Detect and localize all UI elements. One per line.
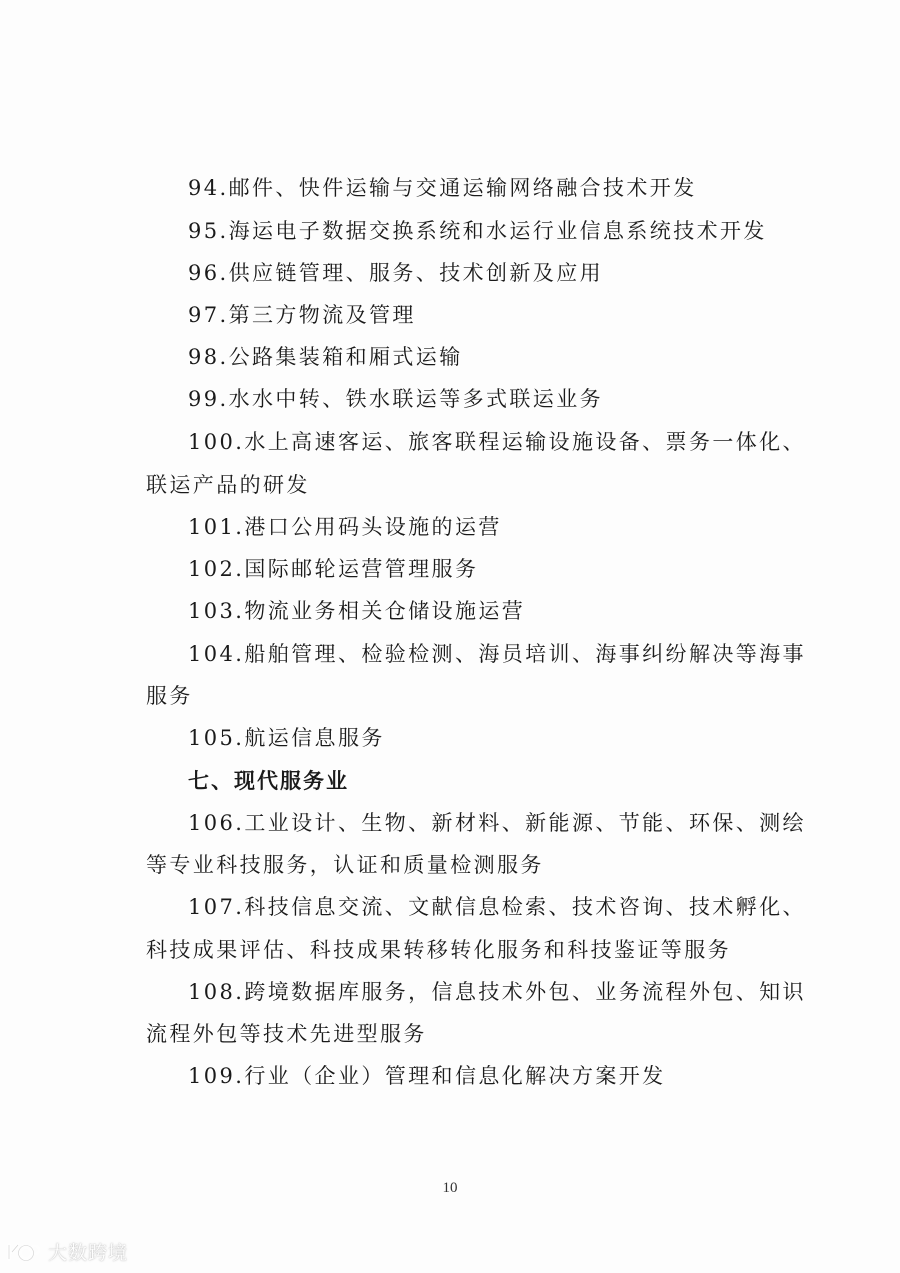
item-108-continued: 流程外包等技术先进型服务 [146, 1022, 427, 1046]
item-100: 100.水上高速客运、旅客联程运输设施设备、票务一体化、 [188, 430, 806, 454]
brand-logo-icon [6, 1241, 42, 1263]
item-105: 105.航运信息服务 [188, 726, 385, 750]
item-106: 106.工业设计、生物、新材料、新能源、节能、环保、测绘 [188, 811, 806, 835]
item-106-continued: 等专业科技服务，认证和质量检测服务 [146, 853, 544, 877]
page-number: 10 [442, 1180, 458, 1196]
item-103: 103.物流业务相关仓储设施运营 [188, 599, 526, 623]
item-107: 107.科技信息交流、文献信息检索、技术咨询、技术孵化、 [188, 895, 806, 919]
item-102: 102.国际邮轮运营管理服务 [188, 557, 479, 581]
item-97: 97.第三方物流及管理 [188, 303, 416, 327]
item-100-continued: 联运产品的研发 [146, 473, 310, 497]
item-95: 95.海运电子数据交换系统和水运行业信息系统技术开发 [188, 219, 767, 243]
watermark-text: 大数跨境 [48, 1242, 129, 1264]
item-104: 104.船舶管理、检验检测、海员培训、海事纠纷解决等海事 [188, 642, 806, 666]
item-99: 99.水水中转、铁水联运等多式联运业务 [188, 387, 603, 411]
item-109: 109.行业（企业）管理和信息化解决方案开发 [188, 1064, 666, 1088]
item-96: 96.供应链管理、服务、技术创新及应用 [188, 261, 603, 285]
item-101: 101.港口公用码头设施的运营 [188, 515, 502, 539]
section-heading: 七、现代服务业 [188, 769, 349, 793]
item-108: 108.跨境数据库服务，信息技术外包、业务流程外包、知识 [188, 980, 806, 1004]
item-104-continued: 服务 [146, 684, 193, 708]
item-98: 98.公路集装箱和厢式运输 [188, 345, 463, 369]
watermark [6, 1238, 128, 1265]
item-107-continued: 科技成果评估、科技成果转移转化服务和科技鉴证等服务 [146, 938, 731, 962]
item-94: 94.邮件、快件运输与交通运输网络融合技术开发 [188, 176, 697, 200]
